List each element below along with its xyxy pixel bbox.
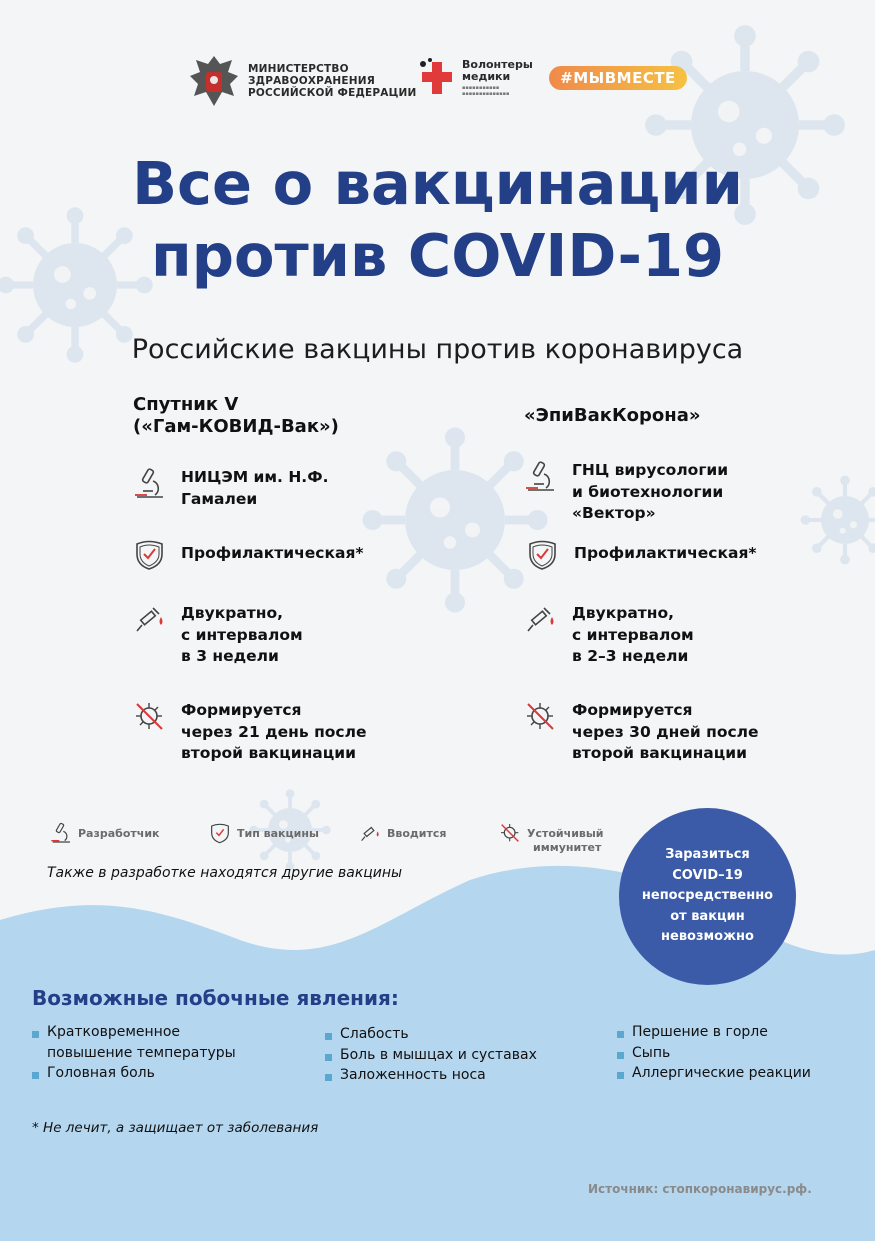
title-line-2: против COVID-19	[150, 221, 725, 290]
side-effects-column-1	[32, 1022, 236, 1084]
microscope-icon	[50, 822, 72, 844]
legend-immunity-line-2: иммунитет	[533, 841, 602, 854]
footnote: * Не лечит, а защищает от заболевания	[32, 1120, 319, 1136]
side-effects-column-3	[617, 1022, 811, 1084]
also-in-development-note: Также в разработке находятся другие вакцины	[47, 865, 403, 881]
legend-immunity	[499, 822, 604, 855]
title-line-1: Все о вакцинации	[132, 149, 743, 218]
syringe-icon	[524, 603, 557, 636]
vaccine-1-name-line-1: Спутник V	[133, 394, 239, 415]
ministry-line-2: ЗДРАВООХРАНЕНИЯ	[248, 75, 376, 87]
side-effect-text: Слабость	[340, 1026, 409, 1042]
ministry-line-3: РОССИЙСКОЙ ФЕДЕРАЦИИ	[248, 87, 417, 99]
side-effect-text: Боль в мышцах и суставах	[340, 1046, 537, 1063]
list-item	[325, 1045, 537, 1066]
vaccine-2-developer-line-1: ГНЦ вирусологии	[572, 461, 729, 479]
vaccine-1-administration-line-3: в 3 недели	[181, 647, 279, 665]
bullet-icon	[617, 1052, 624, 1059]
vaccine-2-name: «ЭпиВакКорона»	[524, 405, 701, 426]
bullet-icon	[325, 1074, 332, 1081]
volunteers-line-1: Волонтеры	[462, 58, 533, 71]
list-item	[32, 1063, 236, 1084]
side-effect-text: Кратковременное	[47, 1024, 180, 1040]
circle-line-1: Заразиться	[665, 847, 750, 863]
side-effects-title: Возможные побочные явления:	[32, 986, 399, 1010]
side-effect-text: Заложенность носа	[340, 1067, 486, 1083]
vaccine-1-developer-row	[133, 467, 328, 510]
list-item	[617, 1022, 811, 1043]
bullet-icon	[617, 1072, 624, 1079]
vaccine-2-immunity-line-1: Формируется	[572, 701, 693, 719]
vaccine-2-administration-line-3: в 2–3 недели	[572, 647, 689, 665]
legend-developer	[50, 822, 160, 844]
list-item	[32, 1022, 236, 1063]
vaccine-2-developer-line-3: «Вектор»	[572, 504, 656, 522]
microscope-icon	[133, 467, 166, 500]
source-credit: Источник: стопкоронавирус.рф.	[588, 1182, 812, 1196]
legend-type	[209, 822, 319, 844]
ministry-logo	[188, 52, 417, 110]
shield-check-icon	[209, 822, 231, 844]
side-effects-column-2	[325, 1024, 537, 1086]
page-title	[0, 148, 875, 292]
list-item	[617, 1063, 811, 1084]
side-effect-text: Першение в горле	[632, 1024, 768, 1040]
crossed-virus-icon	[133, 700, 166, 733]
bullet-icon	[325, 1033, 332, 1040]
syringe-icon	[359, 822, 381, 844]
shield-check-icon	[526, 538, 559, 571]
side-effect-text: Головная боль	[47, 1065, 155, 1081]
bullet-icon	[32, 1072, 39, 1079]
red-cross-icon	[418, 58, 456, 98]
list-item	[617, 1043, 811, 1064]
microscope-icon	[524, 460, 557, 493]
volunteers-logo	[418, 58, 533, 98]
vaccine-1-administration-line-1: Двукратно,	[181, 604, 284, 622]
volunteers-line-2: медики	[462, 70, 511, 83]
hashtag-badge: #МЫВМЕСТЕ	[549, 66, 687, 90]
circle-line-5: невозможно	[661, 929, 754, 945]
legend-immunity-line-1: Устойчивый	[527, 827, 604, 840]
legend-administration-label: Вводится	[387, 827, 447, 840]
vaccine-1-developer-line-1: НИЦЭМ им. Н.Ф.	[181, 468, 329, 486]
vaccine-1-immunity-line-3: второй вакцинации	[181, 744, 356, 762]
list-item	[325, 1065, 537, 1086]
vaccine-1-name	[133, 394, 339, 438]
vaccine-2-developer-row	[524, 460, 728, 525]
bullet-icon	[32, 1031, 39, 1038]
vaccine-2-administration-row	[524, 603, 694, 668]
shield-check-icon	[133, 538, 166, 571]
crossed-virus-icon	[524, 700, 557, 733]
legend-type-label: Тип вакцины	[237, 827, 319, 840]
eagle-emblem-icon	[188, 52, 240, 110]
vaccine-2-developer-line-2: и биотехнологии	[572, 482, 724, 501]
vaccine-2-immunity-line-3: второй вакцинации	[572, 744, 747, 762]
vaccine-1-developer-line-2: Гамалеи	[181, 489, 258, 508]
vaccine-1-immunity-row	[133, 700, 366, 765]
safety-circle	[619, 808, 796, 985]
vaccine-2-type: Профилактическая*	[574, 544, 757, 562]
page-subtitle: Российские вакцины против коронавируса	[131, 334, 744, 365]
ministry-line-1: МИНИСТЕРСТВО	[248, 63, 349, 75]
list-item	[325, 1024, 537, 1045]
vaccine-2-administration-line-1: Двукратно,	[572, 604, 675, 622]
side-effect-text: Аллергические реакции	[632, 1065, 811, 1081]
vaccine-1-immunity-line-2: через 21 день после	[181, 722, 367, 741]
crossed-virus-icon	[499, 822, 521, 844]
vaccine-1-administration-line-2: с интервалом	[181, 625, 303, 644]
vaccine-2-immunity-line-2: через 30 дней после	[572, 722, 759, 741]
volunteers-subtitle-decoration: ▪▪▪▪▪▪▪▪▪▪▪ ▪▪▪▪▪▪▪▪▪▪▪▪▪▪	[462, 85, 510, 97]
vaccine-1-immunity-line-1: Формируется	[181, 701, 302, 719]
vaccine-2-administration-line-2: с интервалом	[572, 625, 694, 644]
legend-administration	[359, 822, 446, 844]
vaccine-2-immunity-row	[524, 700, 759, 765]
legend-developer-label: Разработчик	[78, 827, 160, 840]
vaccine-1-administration-row	[133, 603, 303, 668]
circle-line-4: от вакцин	[670, 908, 745, 924]
circle-line-3: непосредственно	[641, 888, 774, 904]
circle-line-2: COVID–19	[672, 867, 743, 883]
syringe-icon	[133, 603, 166, 636]
side-effect-text: Сыпь	[632, 1044, 671, 1061]
bullet-icon	[617, 1031, 624, 1038]
bullet-icon	[325, 1054, 332, 1061]
vaccine-1-name-line-2: («Гам-КОВИД-Вак»)	[133, 416, 339, 437]
vaccine-1-type: Профилактическая*	[181, 544, 364, 562]
side-effect-text: повышение температуры	[47, 1044, 236, 1061]
vaccine-2-type-row	[526, 538, 757, 571]
vaccine-1-type-row	[133, 538, 364, 571]
